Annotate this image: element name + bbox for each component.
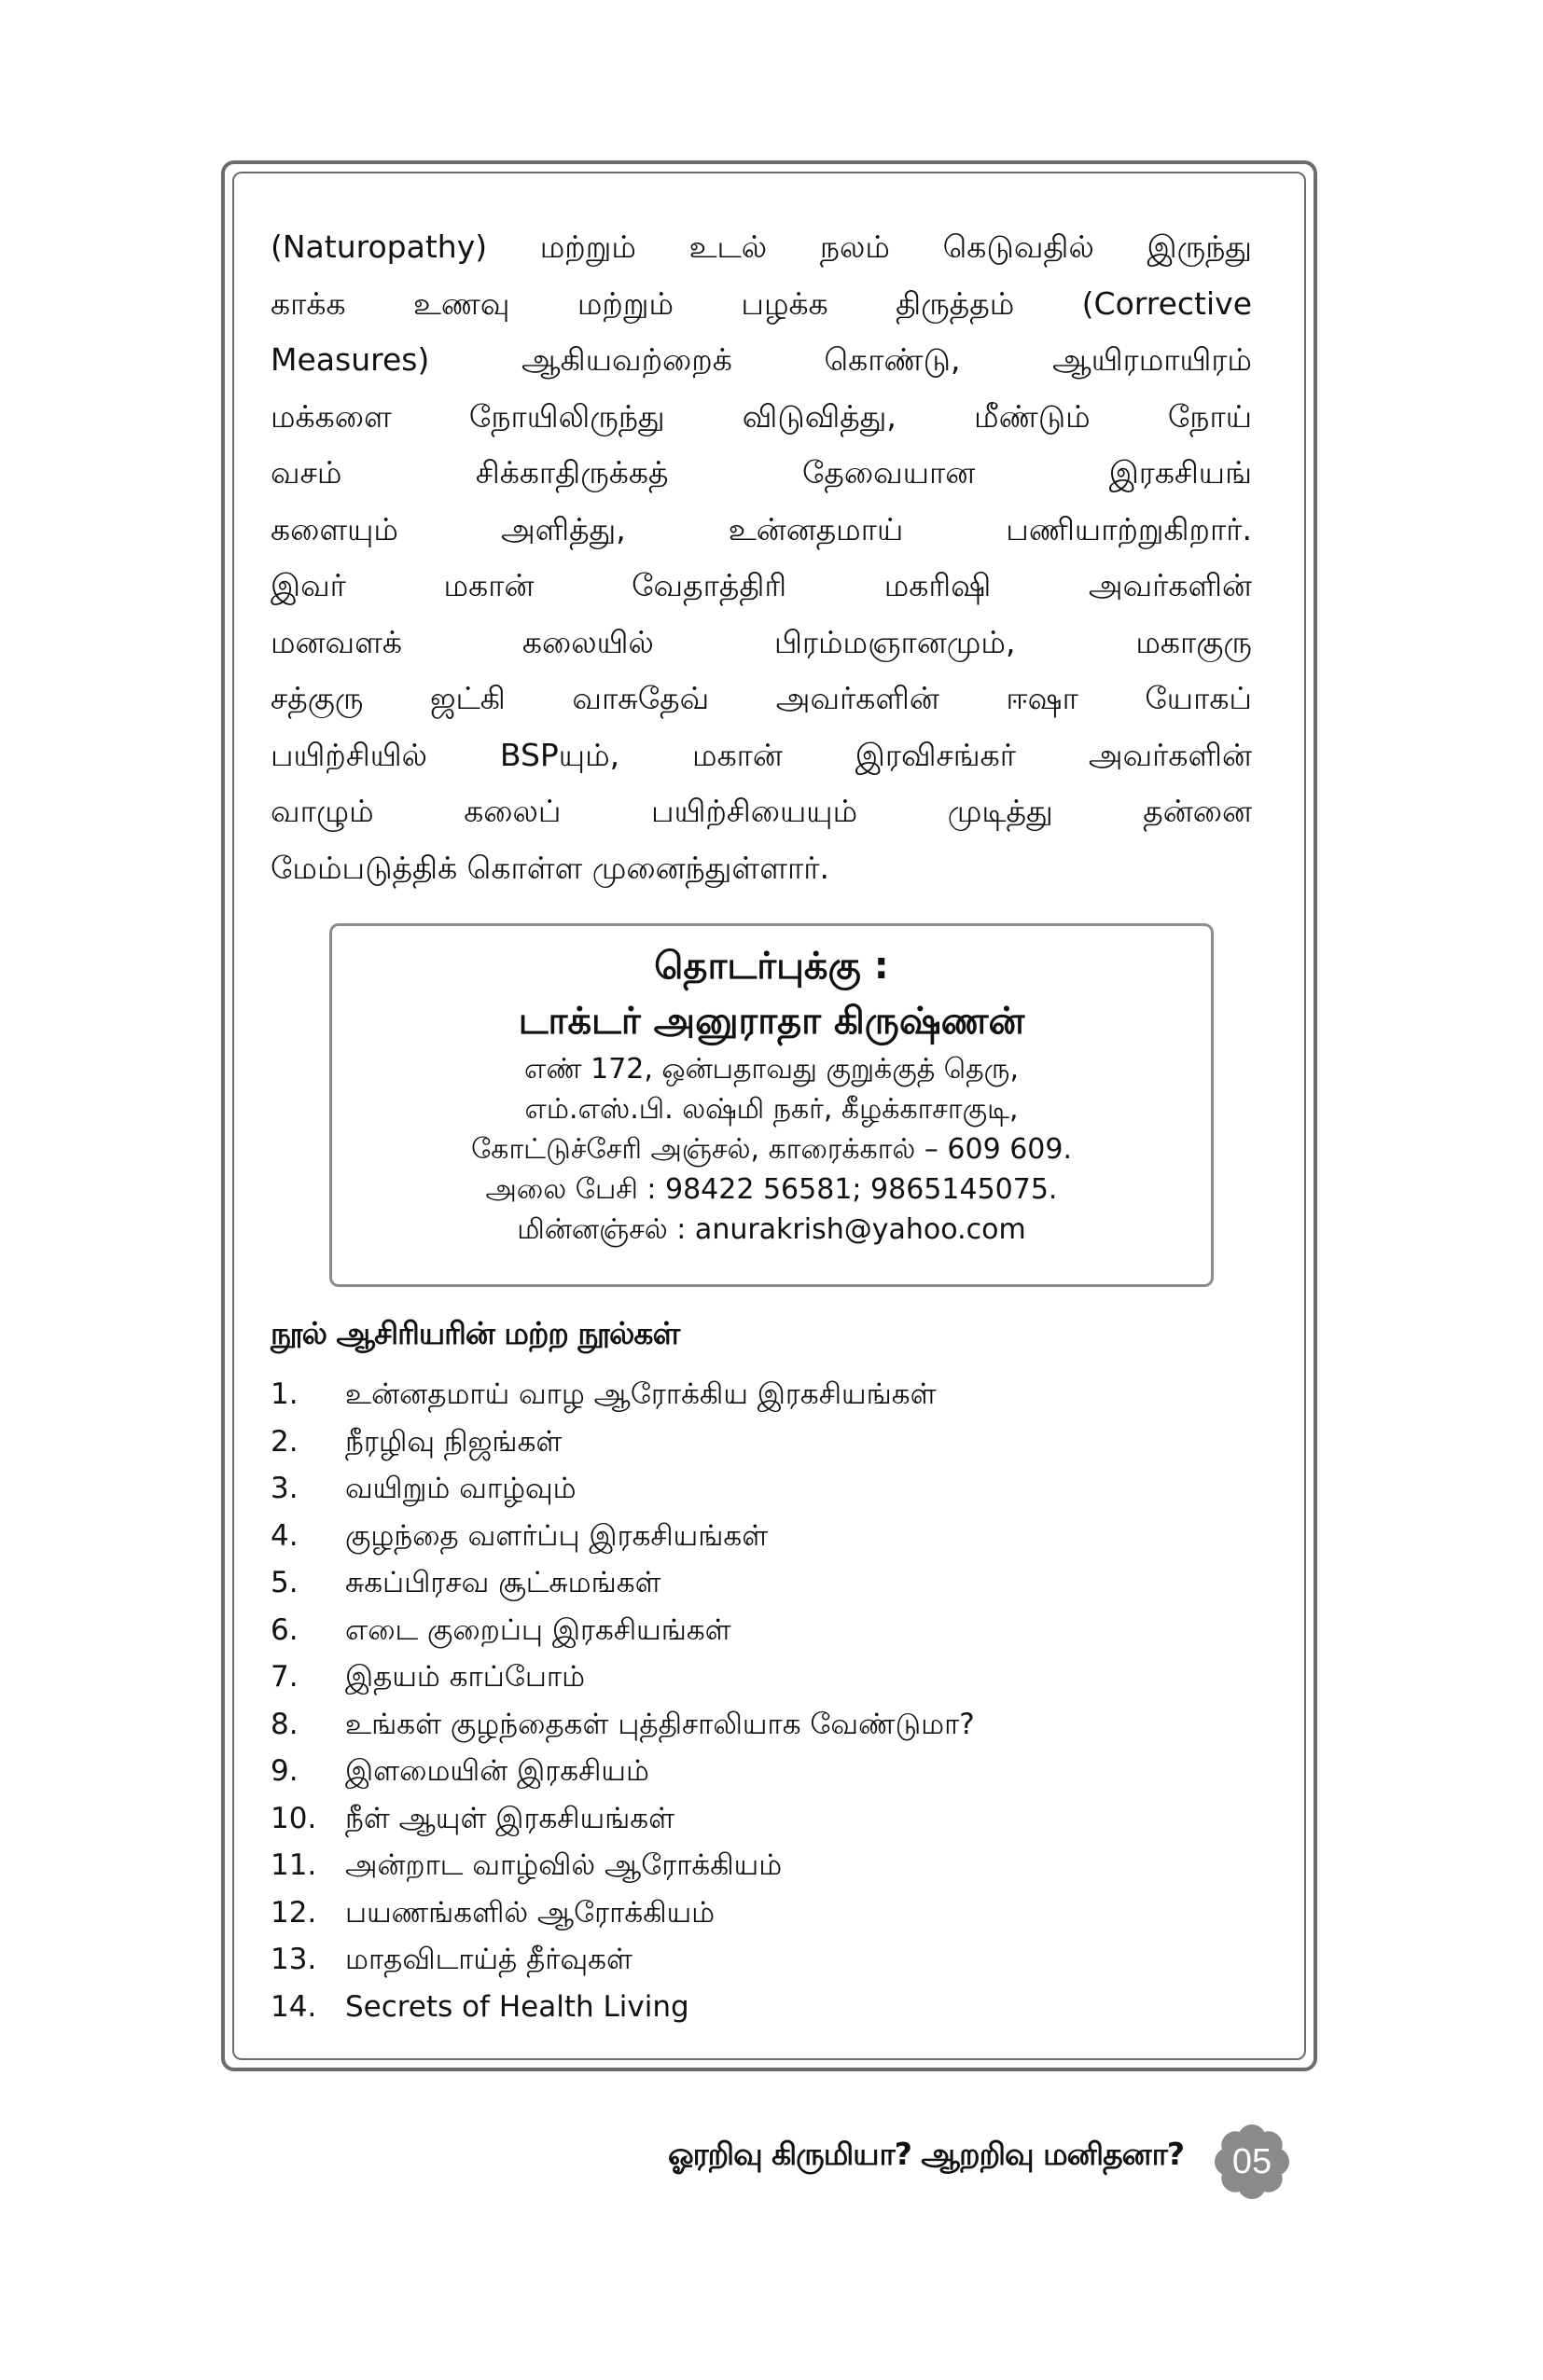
book-title: மாதவிடாய்த் தீர்வுகள்	[345, 1943, 632, 1976]
book-number: 8.	[271, 1707, 299, 1741]
book-list-item	[271, 1701, 1259, 1749]
book-title: எடை குறைப்பு இரகசியங்கள்	[345, 1612, 731, 1647]
book-list-item	[271, 1418, 1259, 1466]
book-list-item	[271, 1465, 1259, 1513]
book-list-item	[271, 1654, 1259, 1701]
running-footer-title: ஓரறிவு கிருமியா? ஆறறிவு மனிதனா?	[667, 2136, 1184, 2172]
book-number: 11.	[271, 1848, 317, 1882]
book-number: 12.	[271, 1895, 317, 1930]
bio-line: மனவளக் கலையில் பிரம்மஞானமும், மகாகுரு	[271, 623, 1252, 660]
book-number: 3.	[271, 1472, 299, 1505]
book-title: சுகப்பிரசவ சூட்சுமங்கள்	[345, 1566, 661, 1599]
contact-name: டாக்டர் அனுராதா கிருஷ்ணன்	[518, 1000, 1025, 1043]
book-title: வயிறும் வாழ்வும்	[345, 1472, 577, 1505]
book-number: 14.	[271, 1989, 317, 2024]
contact-heading: தொடர்புக்கு :	[654, 945, 889, 988]
book-list-item	[271, 1513, 1259, 1560]
book-list-item	[271, 1607, 1259, 1654]
book-title: உன்னதமாய் வாழ ஆரோக்கிய இரகசியங்கள்	[345, 1377, 937, 1411]
book-title: பயணங்களில் ஆரோக்கியம்	[345, 1895, 716, 1930]
book-title: உங்கள் குழந்தைகள் புத்திசாலியாக வேண்டுமா?	[345, 1707, 975, 1741]
page-number-badge	[1213, 2123, 1291, 2201]
book-list-item	[271, 1559, 1259, 1607]
book-list-item	[271, 1842, 1259, 1889]
book-list-item	[271, 1795, 1259, 1843]
contact-box	[329, 923, 1214, 1287]
book-number: 6.	[271, 1612, 299, 1647]
bio-line: பயிற்சியில் BSPயும், மகான் இரவிசங்கர் அவர்களின்	[271, 736, 1252, 773]
bio-line: வசம் சிக்காதிருக்கத் தேவையான இரகசியங்	[271, 454, 1252, 491]
bio-line: களையும் அளித்து, உன்னதமாய் பணியாற்றுகிறார்.	[271, 510, 1252, 547]
bio-line: சத்குரு ஜட்கி வாசுதேவ் அவர்களின் ஈஷா யோகப்	[271, 680, 1252, 716]
book-title: Secrets of Health Living	[345, 1989, 689, 2024]
book-title: குழந்தை வளர்ப்பு இரகசியங்கள்	[345, 1518, 769, 1553]
bio-line: (Naturopathy) மற்றும் உடல் நலம் கெடுவதில் இருந்து	[271, 228, 1252, 265]
book-title: இதயம் காப்போம்	[345, 1660, 586, 1694]
bio-line: இவர் மகான் வேதாத்திரி மகரிஷி அவர்களின்	[271, 567, 1252, 603]
book-title: நீரழிவு நிஜங்கள்	[345, 1424, 563, 1459]
book-title: அன்றாட வாழ்வில் ஆரோக்கியம்	[345, 1848, 783, 1882]
contact-email: மின்னஞ்சல் : anurakrish@yahoo.com	[517, 1213, 1026, 1246]
contact-phone: அலை பேசி : 98422 56581; 9865145075.	[485, 1173, 1058, 1206]
book-number: 1.	[271, 1377, 299, 1411]
bio-line: மேம்படுத்திக் கொள்ள முனைந்துள்ளார்.	[271, 849, 829, 886]
book-title: நீள் ஆயுள் இரகசியங்கள்	[345, 1801, 675, 1835]
contact-address-line-2: எம்.எஸ்.பி. லஷ்மி நகர், கீழக்காசாகுடி,	[524, 1093, 1019, 1126]
contact-address-line-1: எண் 172, ஒன்பதாவது குறுக்குத் தெரு,	[523, 1053, 1020, 1086]
book-list-item	[271, 1936, 1259, 1984]
bio-line: மக்களை நோயிலிருந்து விடுவித்து, மீண்டும் நோய்	[271, 397, 1252, 435]
book-number: 5.	[271, 1566, 299, 1599]
bio-line: Measures) ஆகியவற்றைக் கொண்டு, ஆயிரமாயிரம்	[271, 341, 1252, 378]
bio-line: வாழும் கலைப் பயிற்சியையும் முடித்து தன்னை	[271, 793, 1252, 829]
page-number: 05	[1231, 2142, 1272, 2181]
author-bio	[271, 219, 1252, 896]
contact-address-line-3: கோட்டுச்சேரி அஞ்சல், காரைக்கால் – 609 609.	[471, 1133, 1072, 1166]
book-number: 9.	[271, 1754, 299, 1788]
book-number: 2.	[271, 1424, 299, 1459]
book-number: 10.	[271, 1801, 317, 1835]
book-number: 4.	[271, 1518, 299, 1553]
other-books-heading: நூல் ஆசிரியரின் மற்ற நூல்கள்	[271, 1315, 680, 1351]
book-list-item	[271, 1984, 1259, 2031]
book-title: இளமையின் இரகசியம்	[345, 1754, 649, 1788]
book-number: 7.	[271, 1660, 299, 1694]
book-number: 13.	[271, 1943, 317, 1976]
book-list-item	[271, 1748, 1259, 1795]
book-list-item	[271, 1371, 1259, 1418]
book-list-item	[271, 1889, 1259, 1937]
other-books-list	[271, 1371, 1259, 2030]
bio-line: காக்க உணவு மற்றும் பழக்க திருத்தம் (Corrective	[271, 284, 1252, 322]
